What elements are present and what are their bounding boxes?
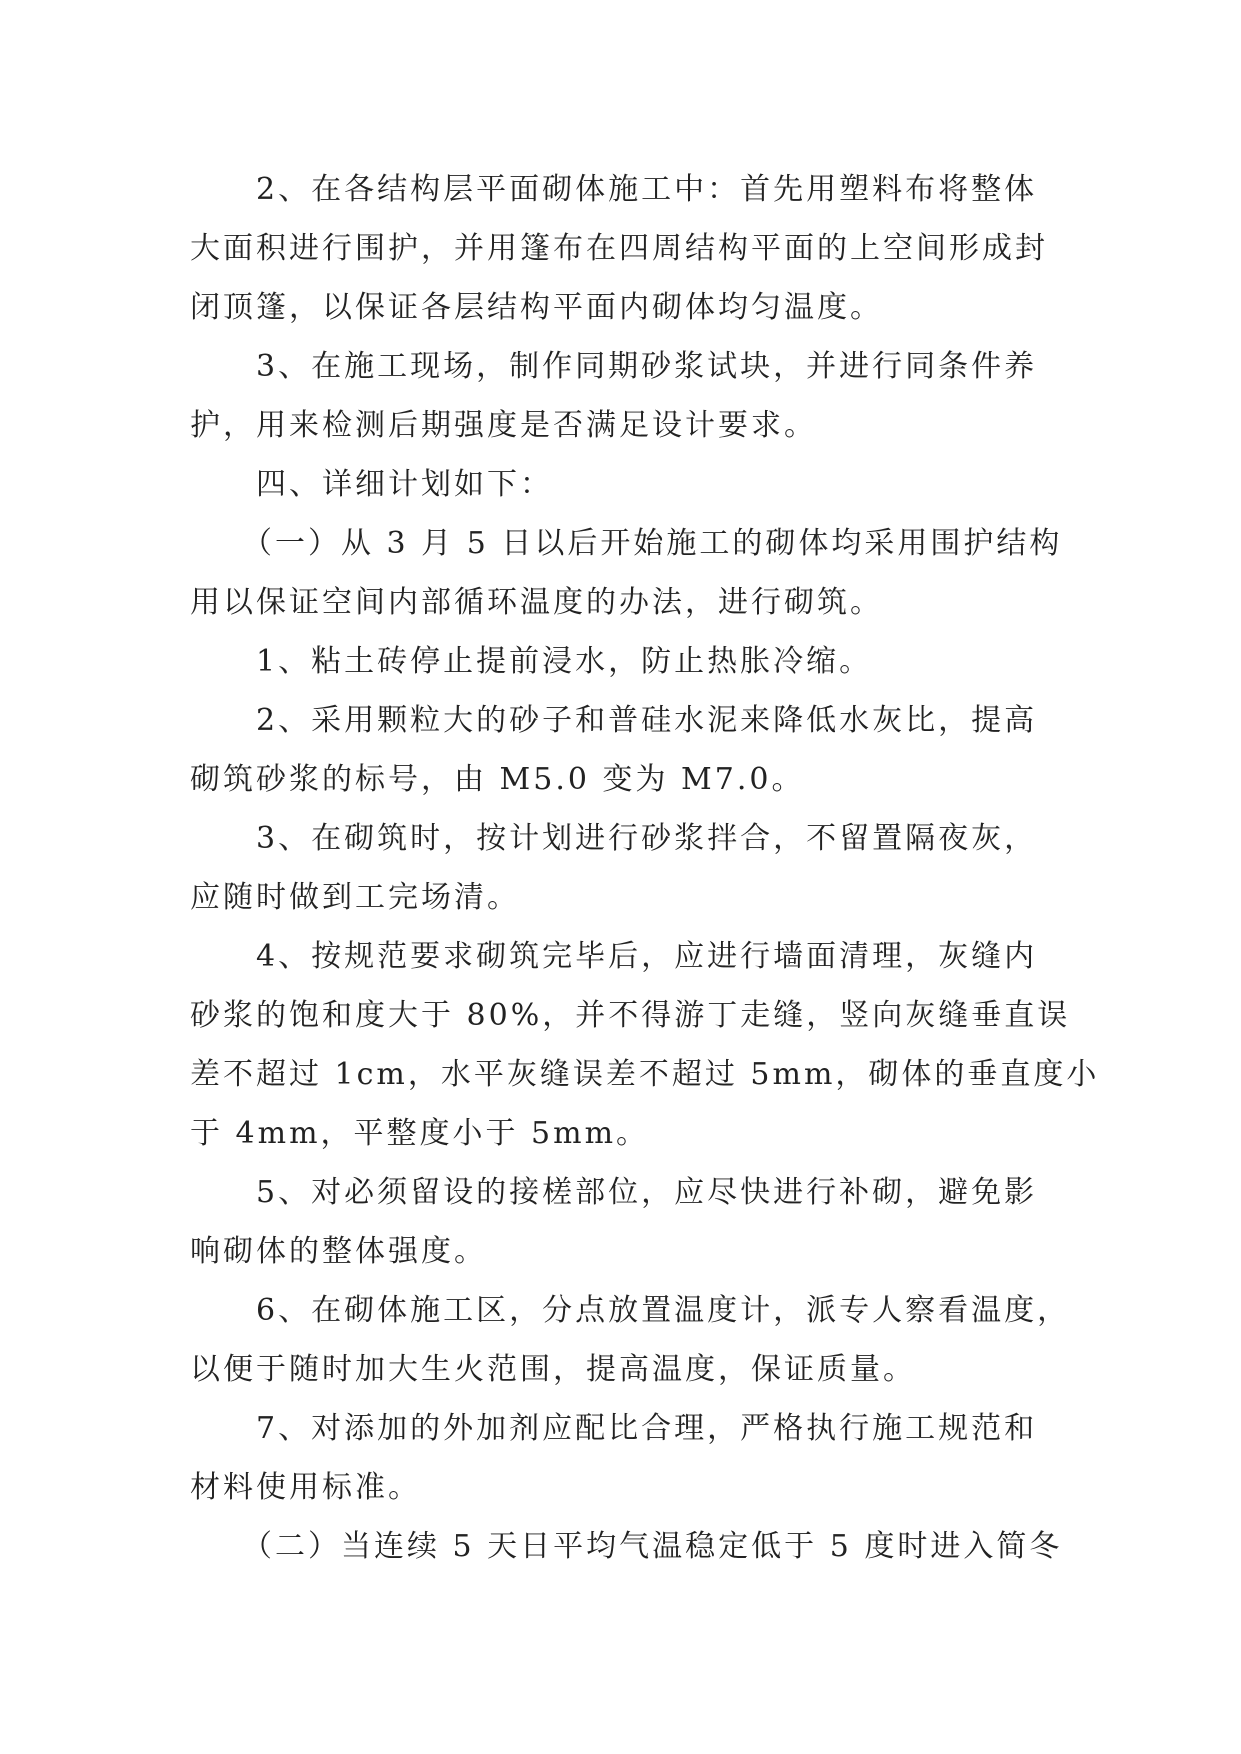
text-line: 响砌体的整体强度。	[190, 1234, 487, 1269]
text-line: 3、在施工现场，制作同期砂浆试块，并进行同条件养	[256, 349, 1038, 384]
document-body	[190, 160, 1100, 1576]
text-line: 用以保证空间内部循环温度的办法，进行砌筑。	[190, 585, 883, 620]
text-line: 护，用来检测后期强度是否满足设计要求。	[190, 408, 817, 443]
text-line: 砂浆的饱和度大于 80%，并不得游丁走缝，竖向灰缝垂直误	[190, 998, 1071, 1033]
text-line: 4、按规范要求砌筑完毕后，应进行墙面清理，灰缝内	[256, 939, 1038, 974]
text-line: 砌筑砂浆的标号，由 M5.0 变为 M7.0。	[190, 762, 805, 797]
section-heading: 四、详细计划如下：	[256, 467, 553, 502]
text-line: 7、对添加的外加剂应配比合理，严格执行施工规范和	[256, 1411, 1038, 1446]
text-line: 应随时做到工完场清。	[190, 880, 520, 915]
text-line: 大面积进行围护，并用篷布在四周结构平面的上空间形成封	[190, 231, 1048, 266]
text-line: 2、在各结构层平面砌体施工中：首先用塑料布将整体	[256, 172, 1038, 207]
text-line: 6、在砌体施工区，分点放置温度计，派专人察看温度，	[256, 1293, 1071, 1328]
text-line: 闭顶篷，以保证各层结构平面内砌体均匀温度。	[190, 290, 883, 325]
text-line: 3、在砌筑时，按计划进行砂浆拌合，不留置隔夜灰，	[256, 821, 1038, 856]
text-line: 于 4mm，平整度小于 5mm。	[190, 1116, 650, 1151]
text-line: 材料使用标准。	[190, 1470, 421, 1505]
text-line: 2、采用颗粒大的砂子和普硅水泥来降低水灰比，提高	[256, 703, 1038, 738]
subsection-heading: （一）从 3 月 5 日以后开始施工的砌体均采用围护结构	[242, 526, 1063, 561]
text-line: 以便于随时加大生火范围，提高温度，保证质量。	[190, 1352, 916, 1387]
text-line: 1、粘土砖停止提前浸水，防止热胀冷缩。	[256, 644, 873, 679]
text-line: 5、对必须留设的接槎部位，应尽快进行补砌，避免影	[256, 1175, 1038, 1210]
text-line: 差不超过 1cm，水平灰缝误差不超过 5mm，砌体的垂直度小	[190, 1057, 1100, 1092]
subsection-heading: （二）当连续 5 天日平均气温稳定低于 5 度时进入简冬	[242, 1529, 1063, 1564]
